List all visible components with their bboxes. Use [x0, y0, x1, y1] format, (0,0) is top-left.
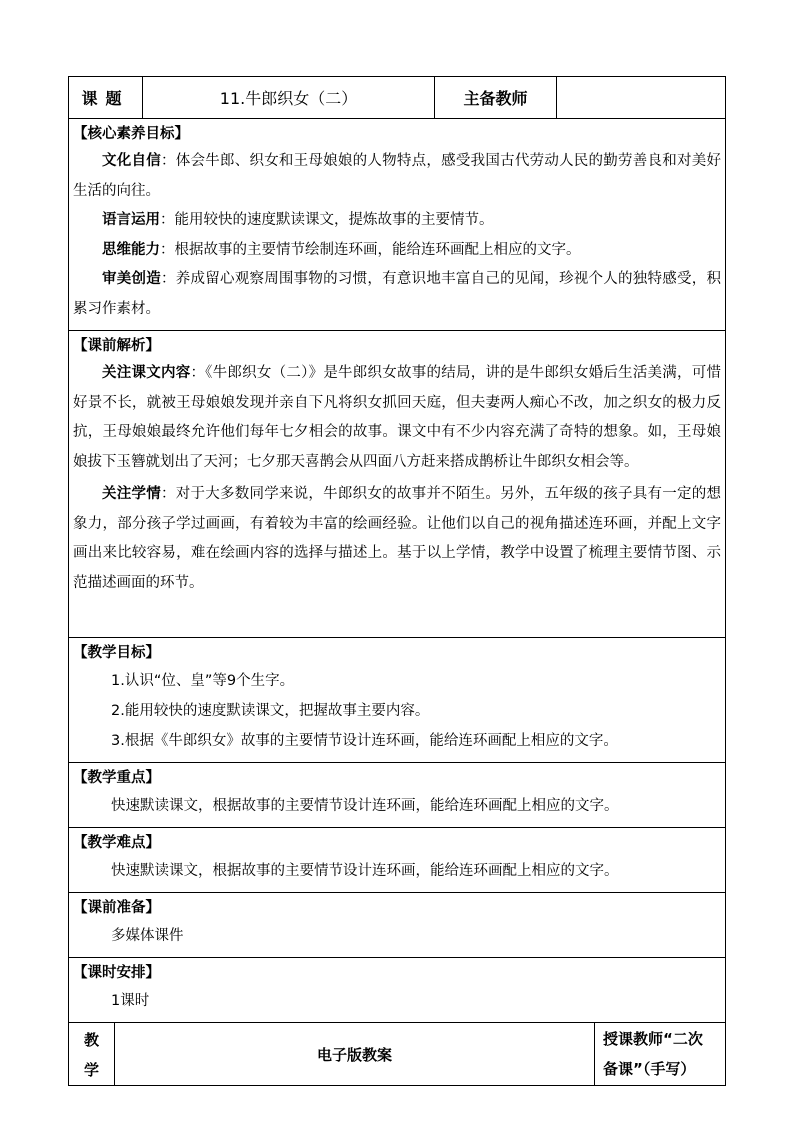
analysis-row: [69, 331, 726, 638]
objective-item: 2.能用较快的速度默读课文，把握故事主要内容。: [111, 703, 430, 719]
lesson-title: 11.牛郎织女（二）: [143, 77, 435, 119]
preparation-title: 【课前准备】: [73, 900, 160, 916]
analysis-item: 关注课文内容：《牛郎织女（二）》是牛郎织女故事的结局，讲的是牛郎织女婚后生活美满，可惜好景不长，就被王母娘娘发现并亲自下凡将织女抓回天庭，但夫妻两人痴心不改，加之织女的极力反抗，王母娘娘最终允许他们每年七夕相会的故事。课文中有不少内容充满了奇特的想象。如，王母娘娘拔下玉簪就划出了天河；七夕那天喜鹊会从四面八方赶来搭成鹊桥让牛郎织女相会等。: [73, 365, 722, 470]
analysis-item: 关注学情：对于大多数同学来说，牛郎织女的故事并不陌生。另外，五年级的孩子具有一定的想象力，部分孩子学过画画，有着较为丰富的绘画经验。让他们以自己的视角描述连环画，并配上文字画出来比较容易，难在绘画内容的选择与描述上。基于以上学情，教学中设置了梳理主要情节图、示范描述画面的环节。: [73, 486, 722, 591]
core-goal-item: 审美创造：养成留心观察周围事物的习惯，有意识地丰富自己的见闻，珍视个人的独特感受，积累习作素材。: [73, 271, 722, 317]
core-goal-item: 思维能力：根据故事的主要情节绘制连环画，能给连环画配上相应的文字。: [102, 241, 581, 258]
preparation-text: 多媒体课件: [111, 928, 184, 944]
core-goal-item: 文化自信：体会牛郎、织女和王母娘娘的人物特点，感受我国古代劳动人民的勤劳善良和对美好生活的向往。: [73, 153, 722, 199]
core-goals-row: [69, 119, 726, 331]
difficulties-row: [69, 828, 726, 893]
difficulties-text: 快速默读课文，根据故事的主要情节设计连环画，能给连环画配上相应的文字。: [111, 863, 619, 879]
difficulties-section: [69, 828, 726, 893]
key-points-row: [69, 763, 726, 828]
schedule-section: [69, 958, 726, 1023]
objectives-row: [69, 638, 726, 763]
lesson-plan: [68, 76, 725, 1086]
second-prep-label: 授课教师“二次 备课”（手写）: [595, 1023, 726, 1086]
difficulties-title: 【教学难点】: [73, 835, 160, 851]
footer-table: [68, 1022, 726, 1086]
preparation-section: [69, 893, 726, 958]
objectives-title: 【教学目标】: [73, 645, 160, 661]
core-goals-title: 【核心素养目标】: [73, 126, 189, 142]
analysis-title: 【课前解析】: [73, 338, 160, 354]
preparation-row: [69, 893, 726, 958]
objective-item: 3.根据《牛郎织女》故事的主要情节设计连环画，能给连环画配上相应的文字。: [111, 733, 618, 749]
key-points-text: 快速默读课文，根据故事的主要情节设计连环画，能给连环画配上相应的文字。: [111, 798, 619, 814]
analysis-section: [69, 331, 726, 638]
lead-teacher-value[interactable]: [557, 77, 726, 119]
objectives-section: [69, 638, 726, 763]
key-points-section: [69, 763, 726, 828]
electronic-plan-label: 电子版教案: [115, 1023, 595, 1086]
footer-row: [69, 1023, 726, 1086]
core-goals-section: [69, 119, 726, 331]
objective-item: 1.认识“位、皇”等9个生字。: [111, 673, 295, 689]
key-points-title: 【教学重点】: [73, 770, 160, 786]
teaching-label: 教 学: [69, 1023, 115, 1086]
topic-label: 课题: [69, 77, 143, 119]
schedule-title: 【课时安排】: [73, 965, 160, 981]
schedule-text: 1课时: [111, 993, 150, 1009]
core-goal-item: 语言运用：能用较快的速度默读课文，提炼故事的主要情节。: [102, 212, 494, 228]
lead-teacher-label: 主备教师: [435, 77, 557, 119]
lesson-plan-table: [68, 76, 726, 1023]
header-row: [69, 77, 726, 119]
schedule-row: [69, 958, 726, 1023]
